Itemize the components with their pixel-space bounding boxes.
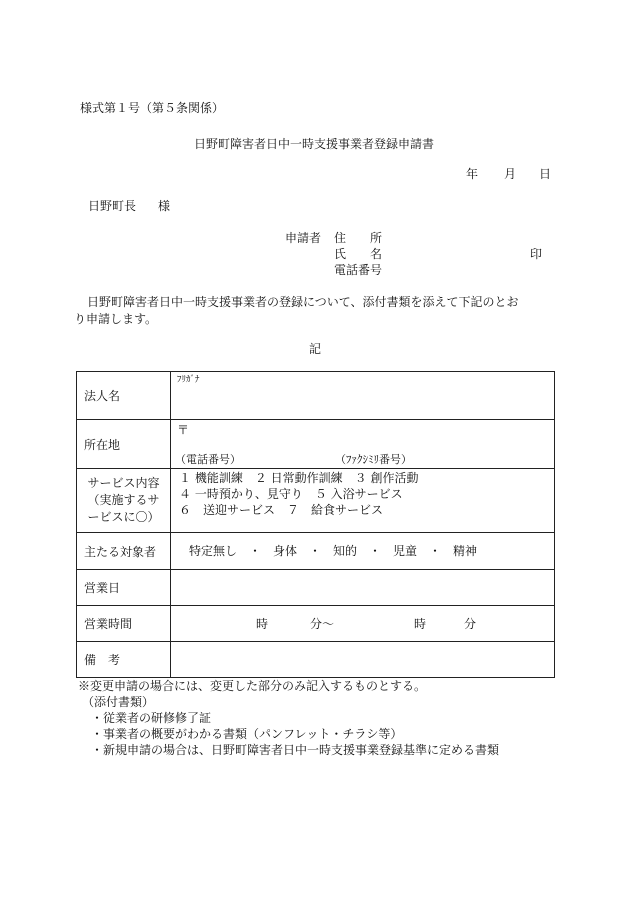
date-month-label: 月 (504, 167, 517, 181)
remarks-label: 備 考 (77, 642, 171, 678)
fax-number-label: （ﾌｧｸｼﾐﾘ番号） (335, 453, 412, 466)
target-options: 特定無し ・ 身体 ・ 知的 ・ 児童 ・ 精神 (189, 544, 478, 558)
row-corporation (77, 372, 555, 420)
corp-name-label: 法人名 (77, 372, 171, 420)
row-target (77, 533, 555, 570)
applicant-phone-label: 電話番号 (334, 263, 383, 277)
service-content-label (77, 469, 171, 533)
business-days-label: 営業日 (77, 570, 171, 606)
attachments-title: （添付書類） (82, 695, 155, 709)
business-hours-field[interactable] (171, 606, 555, 642)
business-days-field[interactable] (171, 570, 555, 606)
target-options-field[interactable] (171, 533, 555, 570)
attachment-item-1: ・従業者の研修修了証 (91, 711, 212, 725)
postal-mark: 〒 (177, 423, 190, 437)
body-text-line-1: 日野町障害者日中一時支援事業者の登録について、添付書類を添えて下記のとお (87, 295, 519, 309)
application-form-table (76, 371, 555, 678)
hours-end-minute-label: 分 (464, 617, 477, 631)
row-business-days (77, 570, 555, 606)
service-options-line-3: ６ 送迎サービス ７ 給食サービス (179, 503, 384, 517)
address-field[interactable] (171, 420, 555, 469)
remarks-field[interactable] (171, 642, 555, 678)
date-day-label: 日 (539, 167, 552, 181)
form-number: 様式第１号（第５条関係） (80, 101, 225, 115)
attachment-item-2: ・事業者の概要がわかる書類（パンフレット・チラシ等） (91, 727, 403, 741)
change-note: ※変更申請の場合には、変更した部分のみ記入するものとする。 (78, 679, 427, 693)
applicant-address-label: 住 所 (334, 231, 383, 245)
seal-mark: 印 (530, 247, 543, 261)
target-label: 主たる対象者 (77, 533, 171, 570)
corp-name-field[interactable] (171, 372, 555, 420)
service-options-field[interactable] (171, 469, 555, 533)
service-options-line-2: ４ 一時預かり、見守り ５ 入浴サービス (179, 487, 403, 501)
furigana-label: ﾌﾘｶﾞﾅ (177, 375, 200, 385)
document-title: 日野町障害者日中一時支援事業者登録申請書 (194, 137, 435, 151)
service-label-line-2: （実施するサ (87, 493, 160, 507)
applicant-label: 申請者 (285, 231, 322, 245)
row-business-hours (77, 606, 555, 642)
hours-start-hour-label: 時 (256, 617, 269, 631)
ki-heading: 記 (309, 342, 322, 356)
addressee-honorific: 様 (158, 199, 171, 213)
hours-end-hour-label: 時 (414, 617, 427, 631)
phone-number-label: （電話番号） (175, 453, 241, 466)
service-options-line-1: １ 機能訓練 ２ 日常動作訓練 ３ 創作活動 (179, 471, 419, 485)
body-text-line-2: り申請します。 (74, 312, 158, 326)
addressee-name: 日野町長 (88, 199, 137, 213)
address-label: 所在地 (77, 420, 171, 469)
hours-start-minute-label: 分～ (310, 617, 335, 631)
attachment-item-3: ・新規申請の場合は、日野町障害者日中一時支援事業登録基準に定める書類 (91, 743, 500, 757)
business-hours-label: 営業時間 (77, 606, 171, 642)
row-services (77, 469, 555, 533)
applicant-name-label: 氏 名 (334, 247, 383, 261)
row-remarks (77, 642, 555, 678)
date-year-label: 年 (466, 167, 479, 181)
row-address (77, 420, 555, 469)
service-label-line-1: サービス内容 (87, 476, 160, 490)
service-label-line-3: ービスに〇） (87, 510, 160, 524)
